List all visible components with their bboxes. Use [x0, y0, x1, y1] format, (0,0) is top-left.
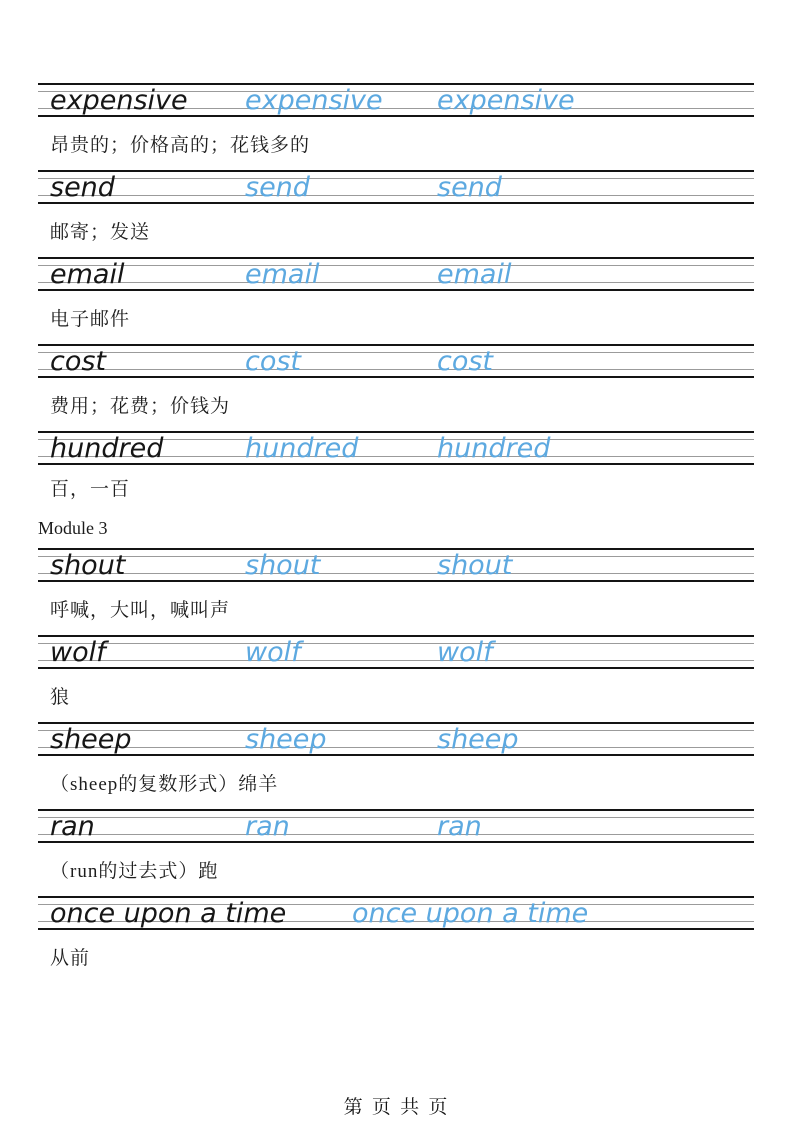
trace-word-2: ran	[437, 811, 482, 842]
handwriting-guide	[38, 170, 754, 204]
vocab-entry	[38, 809, 754, 896]
trace-word-2: send	[437, 172, 502, 203]
trace-word-1: once upon a time	[352, 898, 589, 929]
trace-word-1: shout	[245, 550, 321, 581]
handwriting-guide	[38, 635, 754, 669]
trace-word-1: expensive	[245, 85, 383, 116]
vocab-entry	[38, 896, 754, 983]
trace-word-1: sheep	[245, 724, 327, 755]
vocab-word: shout	[50, 550, 126, 581]
vocab-word: wolf	[50, 637, 106, 668]
vocab-word: once upon a time	[50, 898, 287, 929]
handwriting-guide	[38, 722, 754, 756]
trace-word-2: cost	[437, 346, 494, 377]
trace-word-2: expensive	[437, 85, 575, 116]
page-footer: 第 页 共 页	[343, 1097, 450, 1118]
trace-word-2: sheep	[437, 724, 519, 755]
module-section-label: Module 3	[38, 518, 108, 538]
meaning-text: 呼喊，大叫，喊叫声	[50, 600, 231, 621]
trace-word-1: email	[245, 259, 320, 290]
handwriting-guide	[38, 431, 754, 465]
meaning-text: 昂贵的；价格高的；花钱多的	[50, 135, 311, 156]
handwriting-guide	[38, 809, 754, 843]
handwriting-guide	[38, 548, 754, 582]
vocab-entry	[38, 170, 754, 257]
vocab-entry	[38, 431, 754, 548]
vocab-word: hundred	[50, 433, 164, 464]
handwriting-guide	[38, 344, 754, 378]
meaning-text: 百，一百	[50, 478, 131, 500]
worksheet-page	[38, 83, 754, 983]
vocab-word: sheep	[50, 724, 132, 755]
trace-word-1: ran	[245, 811, 290, 842]
meaning-text: 从前	[50, 948, 91, 969]
vocab-entry	[38, 722, 754, 809]
vocab-entry	[38, 83, 754, 170]
meaning-text: 狼	[50, 687, 71, 708]
vocab-word: email	[50, 259, 125, 290]
trace-word-2: shout	[437, 550, 513, 581]
meaning-text: （sheep的复数形式）绵羊	[50, 774, 279, 795]
trace-word-2: hundred	[437, 433, 551, 464]
vocab-word: send	[50, 172, 115, 203]
vocab-word: expensive	[50, 85, 188, 116]
trace-word-2: wolf	[437, 637, 493, 668]
meaning-text: 费用；花费；价钱为	[50, 396, 231, 417]
vocab-entry	[38, 344, 754, 431]
trace-word-1: cost	[245, 346, 302, 377]
vocab-entry	[38, 635, 754, 722]
meaning-text: 邮寄；发送	[50, 222, 151, 243]
handwriting-guide	[38, 83, 754, 117]
handwriting-guide	[38, 257, 754, 291]
trace-word-1: wolf	[245, 637, 301, 668]
handwriting-guide	[38, 896, 754, 930]
meaning-text: 电子邮件	[50, 309, 131, 330]
vocab-word: cost	[50, 346, 107, 377]
trace-word-1: send	[245, 172, 310, 203]
vocab-word: ran	[50, 811, 95, 842]
trace-word-2: email	[437, 259, 512, 290]
trace-word-1: hundred	[245, 433, 359, 464]
vocab-entry	[38, 548, 754, 635]
vocab-entry	[38, 257, 754, 344]
meaning-text: （run的过去式）跑	[50, 861, 219, 882]
